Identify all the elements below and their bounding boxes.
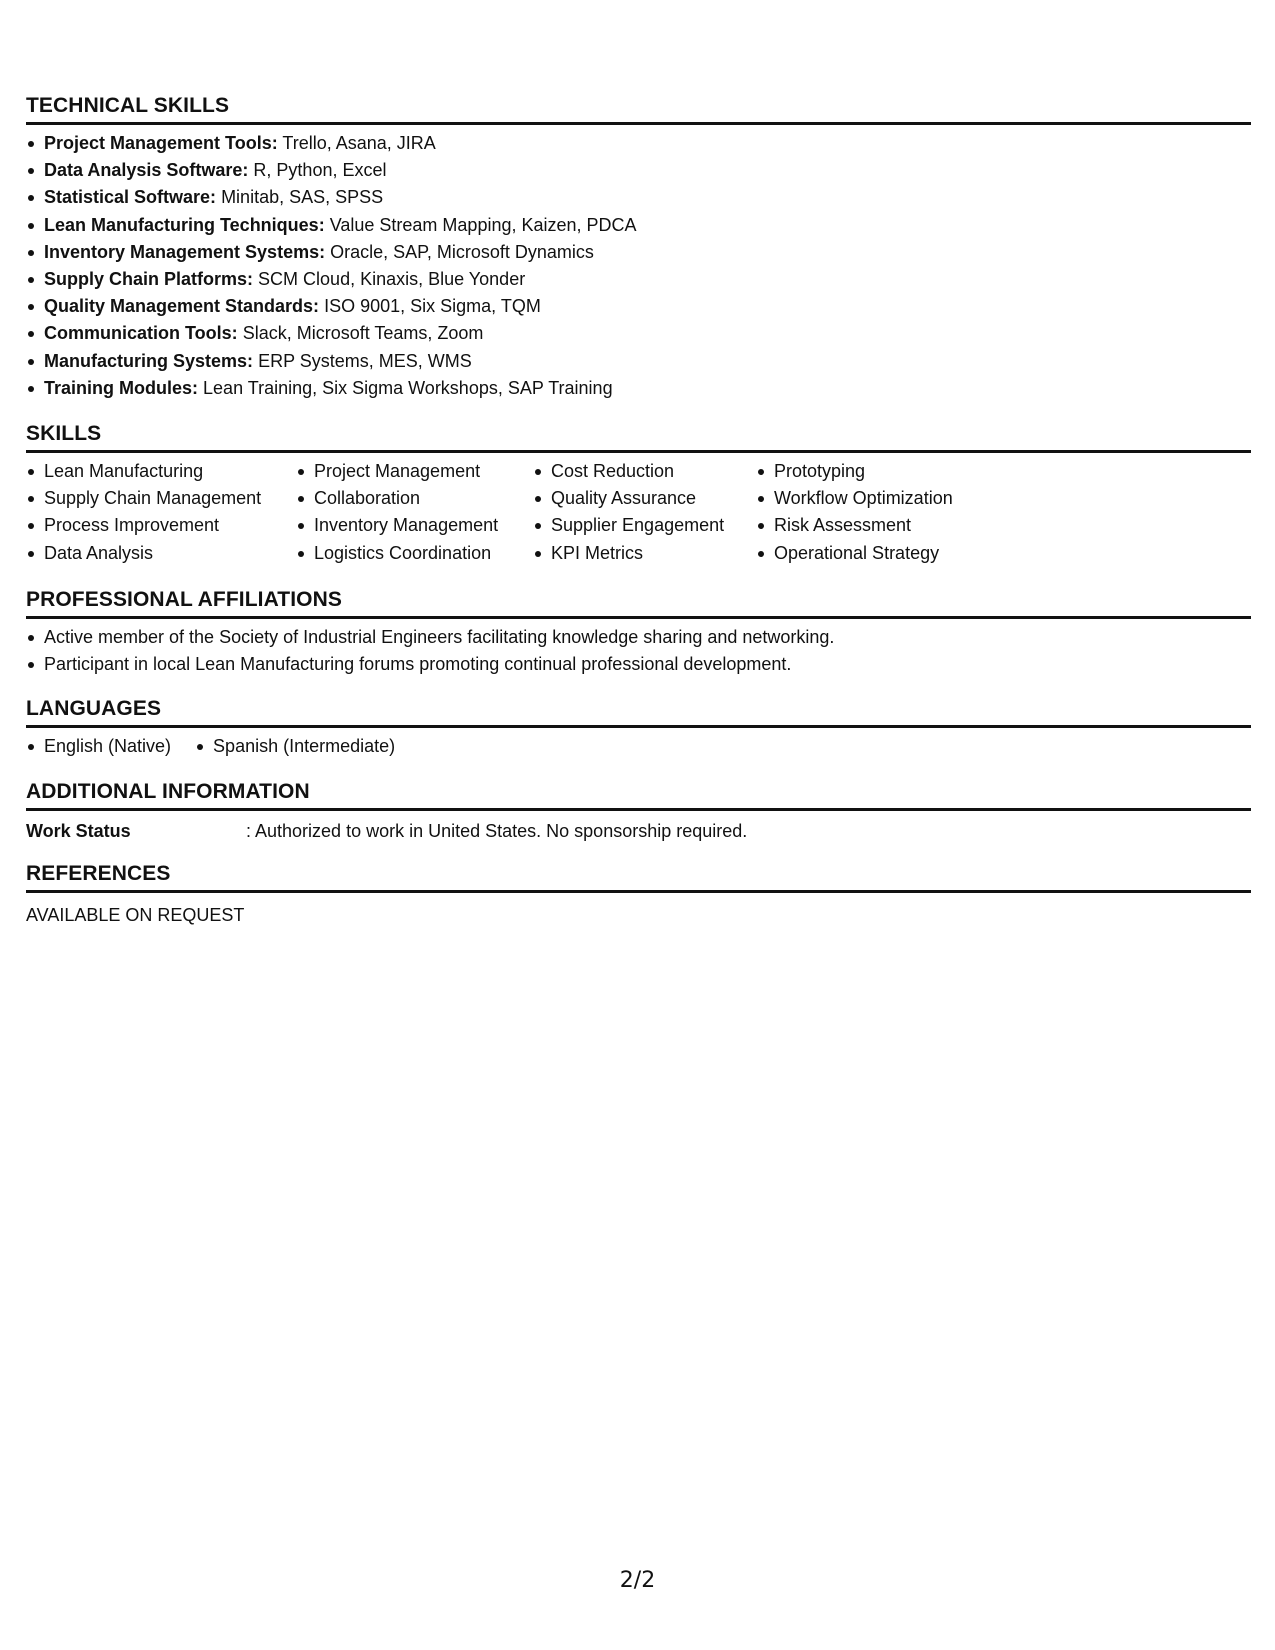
- technical-skill-label: Quality Management Standards:: [44, 296, 320, 317]
- skill-item: Process Improvement: [26, 512, 296, 539]
- section-title-references: REFERENCES: [26, 862, 1251, 893]
- skill-item: Inventory Management: [296, 512, 533, 539]
- technical-skill-label: Data Analysis Software:: [44, 160, 249, 181]
- references-text: AVAILABLE ON REQUEST: [26, 905, 245, 925]
- technical-skill-label: Lean Manufacturing Techniques:: [44, 214, 325, 235]
- technical-skill-label: Communication Tools:: [44, 323, 238, 344]
- technical-skill-item: [26, 184, 1251, 211]
- technical-skill-value: SCM Cloud, Kinaxis, Blue Yonder: [258, 269, 526, 290]
- skill-item: Collaboration: [296, 485, 533, 512]
- skills-column: [296, 458, 533, 567]
- skill-item: Risk Assessment: [756, 512, 1006, 539]
- technical-skill-value: ERP Systems, MES, WMS: [258, 350, 472, 371]
- section-title-technical-skills: TECHNICAL SKILLS: [26, 94, 1251, 125]
- skill-item: KPI Metrics: [533, 540, 756, 567]
- page-number: 2/2: [619, 1568, 656, 1593]
- affiliations-section: [26, 588, 1251, 678]
- technical-skill-label: Training Modules:: [44, 377, 199, 398]
- skills-column: [26, 458, 296, 567]
- technical-skill-item: [26, 348, 1251, 375]
- technical-skill-value: Minitab, SAS, SPSS: [221, 187, 384, 208]
- technical-skill-item: [26, 293, 1251, 320]
- technical-skill-item: [26, 130, 1251, 157]
- affiliations-list: [26, 624, 1251, 678]
- skills-column: [756, 458, 1006, 567]
- technical-skill-value: Value Stream Mapping, Kaizen, PDCA: [329, 214, 637, 235]
- section-title-affiliations: PROFESSIONAL AFFILIATIONS: [26, 588, 1251, 619]
- skill-item: Lean Manufacturing: [26, 458, 296, 485]
- technical-skill-value: Trello, Asana, JIRA: [282, 133, 436, 153]
- language-item: Spanish (Intermediate): [195, 733, 395, 760]
- section-title-languages: LANGUAGES: [26, 697, 1251, 728]
- skill-item: Prototyping: [756, 458, 1006, 485]
- skill-item: Operational Strategy: [756, 540, 1006, 567]
- section-title-skills: SKILLS: [26, 422, 1251, 453]
- technical-skills-list: [26, 130, 1251, 402]
- technical-skill-label: Project Management Tools:: [44, 133, 278, 153]
- technical-skill-label: Statistical Software:: [44, 187, 217, 208]
- technical-skill-label: Manufacturing Systems:: [44, 350, 254, 371]
- technical-skill-value: Oracle, SAP, Microsoft Dynamics: [330, 241, 594, 262]
- technical-skill-item: [26, 266, 1251, 293]
- affiliation-item: Participant in local Lean Manufacturing forums promoting continual professional development.: [26, 651, 1251, 678]
- technical-skill-value: ISO 9001, Six Sigma, TQM: [324, 296, 541, 317]
- skill-item: Project Management: [296, 458, 533, 485]
- work-status-value: : Authorized to work in United States. No sponsorship required.: [246, 821, 748, 841]
- skills-column: [533, 458, 756, 567]
- technical-skill-item: [26, 212, 1251, 239]
- technical-skill-value: Slack, Microsoft Teams, Zoom: [242, 323, 484, 344]
- work-status-label: Work Status: [26, 821, 131, 841]
- technical-skill-item: [26, 320, 1251, 347]
- references-section: [26, 862, 1251, 927]
- skill-item: Supplier Engagement: [533, 512, 756, 539]
- additional-info-section: [26, 780, 1251, 843]
- skill-item: Logistics Coordination: [296, 540, 533, 567]
- affiliation-item: Active member of the Society of Industrial Engineers facilitating knowledge sharing and networking.: [26, 624, 1251, 651]
- skill-item: Quality Assurance: [533, 485, 756, 512]
- skill-item: Workflow Optimization: [756, 485, 1006, 512]
- technical-skill-item: [26, 239, 1251, 266]
- skill-item: Data Analysis: [26, 540, 296, 567]
- skills-section: [26, 422, 1251, 567]
- skill-item: Supply Chain Management: [26, 485, 296, 512]
- technical-skill-label: Supply Chain Platforms:: [44, 269, 254, 290]
- technical-skills-section: [26, 94, 1251, 402]
- technical-skill-label: Inventory Management Systems:: [44, 241, 326, 262]
- technical-skill-value: Lean Training, Six Sigma Workshops, SAP Training: [203, 377, 613, 398]
- languages-list: [26, 733, 1251, 760]
- work-status-row: [26, 819, 1251, 843]
- languages-section: [26, 697, 1251, 760]
- skill-item: Cost Reduction: [533, 458, 756, 485]
- technical-skill-item: [26, 375, 1251, 402]
- technical-skill-item: [26, 157, 1251, 184]
- language-item: English (Native): [26, 733, 171, 760]
- skills-grid: [26, 458, 1251, 567]
- technical-skill-value: R, Python, Excel: [253, 160, 387, 181]
- section-title-additional-info: ADDITIONAL INFORMATION: [26, 780, 1251, 811]
